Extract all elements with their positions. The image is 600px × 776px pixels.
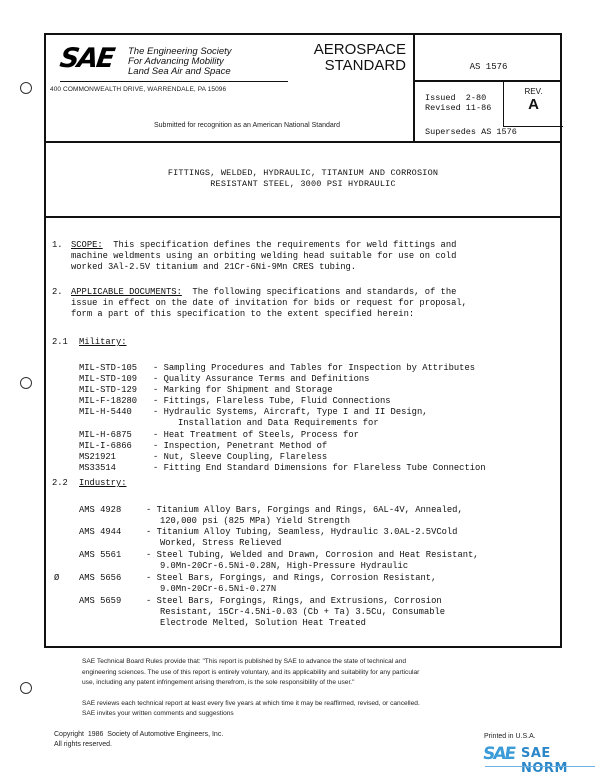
applicable-line-2: issue in effect on the date of invitation for bids or request for proposal, [71, 298, 467, 308]
note-line: engineering sciences. The use of this report is entirely voluntary, and its applicability and suitability for any particular [82, 668, 420, 676]
section-heading: APPLICABLE DOCUMENTS: [71, 287, 182, 297]
applicable-line-1 [71, 287, 456, 299]
spec-desc-cont: 9.0Mn-20Cr-6.5Ni-0.28N, High-Pressure Hydraulic [160, 561, 409, 571]
punch-hole-bottom [20, 682, 32, 694]
punch-hole-middle [20, 377, 32, 389]
rights-line: All rights reserved. [54, 741, 112, 748]
copyright-line: Copyright 1986 Society of Automotive Engineers, Inc. [54, 731, 224, 738]
punch-hole-top [20, 82, 32, 94]
section-heading: Military: [79, 337, 127, 347]
divider [60, 81, 288, 82]
spec-code: MIL-STD-109 [79, 374, 138, 384]
spec-desc-cont: Worked, Stress Relieved [160, 538, 282, 548]
section-number: 2. [52, 287, 63, 297]
sae-norm-watermark [481, 744, 599, 776]
note-line: SAE reviews each technical report at least every five years at which time it may be reaffirmed, revised, or cancelled. [82, 700, 420, 707]
doc-type-line: AEROSPACE [313, 41, 406, 58]
spec-desc: - Steel Bars, Forgings, Rings, and Extrusions, Corrosion [146, 596, 442, 606]
spec-desc: - Steel Bars, Forgings, and Rings, Corrosion Resistant, [146, 573, 437, 583]
spec-desc-cont: 9.0Mn-20Cr-6.5Ni-0.27N [160, 584, 277, 594]
tagline-line: Land Sea Air and Space [128, 66, 231, 77]
revision-mark: Ø [54, 573, 60, 583]
section-number: 1. [52, 240, 63, 250]
board-rules-note [82, 657, 552, 689]
title-line: RESISTANT STEEL, 3000 PSI HYDRAULIC [210, 179, 396, 189]
title-line: FITTINGS, WELDED, HYDRAULIC, TITANIUM AND CORROSION [167, 168, 439, 178]
applicable-text: The following specifications and standards, of the [192, 287, 457, 297]
spec-desc-cont: 120,000 psi (825 MPa) Yield Strength [160, 516, 351, 526]
spec-desc: - Sampling Procedures and Tables for Inspection by Attributes [153, 363, 476, 373]
doc-type-line: STANDARD [324, 57, 406, 74]
spec-code: MIL-STD-129 [79, 385, 138, 395]
spec-code: AMS 4928 [79, 505, 122, 515]
address: 400 COMMONWEALTH DRIVE, WARRENDALE, PA 15096 [50, 86, 227, 93]
section-heading: SCOPE: [71, 240, 103, 250]
spec-code: AMS 5561 [79, 550, 122, 560]
tagline-line: The Engineering Society [128, 46, 232, 57]
spec-desc: - Titanium Alloy Bars, Forgings and Rings, 6AL-4V, Annealed, [146, 505, 463, 515]
spec-desc-cont: Installation and Data Requirements for [178, 418, 379, 428]
sae-logo-mark: SAE [57, 43, 116, 74]
revision-box [503, 80, 563, 127]
spec-code: MIL-H-6875 [79, 430, 132, 440]
supersedes: Supersedes AS 1576 [425, 127, 517, 137]
issue-dates [425, 94, 491, 113]
spec-desc: - Steel Tubing, Welded and Drawn, Corrosion and Heat Resistant, [146, 550, 479, 560]
issued-date: Issued 2-80 [425, 93, 487, 103]
spec-desc: - Heat Treatment of Steels, Process for [153, 430, 359, 440]
spec-code: AMS 4944 [79, 527, 122, 537]
revised-date: Revised 11-86 [425, 102, 492, 113]
doc-id-box [413, 35, 562, 141]
document-title [46, 141, 560, 218]
spec-code: AMS 5656 [79, 573, 122, 583]
doc-type [282, 42, 406, 74]
note-line: use, including any patent infringement arising therefrom, is the sole responsibility of the user." [82, 679, 355, 686]
revision-label: REV. [524, 87, 543, 96]
spec-desc: - Fitting End Standard Dimensions for Flareless Tube Connection [153, 463, 486, 473]
tagline-line: For Advancing Mobility [128, 56, 224, 67]
scope-text: This specification defines the requirements for weld fittings and [113, 240, 457, 250]
spec-code: MS21921 [79, 452, 116, 462]
spec-code: MIL-I-6866 [79, 441, 132, 451]
section-heading: Industry: [79, 478, 127, 488]
scope-line-2: machine weldments using an orbiting welding head suitable for use on cold [71, 251, 457, 261]
spec-desc: - Inspection, Penetrant Method of [153, 441, 328, 451]
watermark-text: SAE NORM [521, 746, 568, 776]
applicable-line-3: form a part of this specification to the extent specified herein: [71, 309, 415, 319]
document-header [46, 35, 560, 143]
doc-number: AS 1576 [469, 62, 508, 72]
spec-code: MIL-F-18280 [79, 396, 138, 406]
spec-desc: - Nut, Sleeve Coupling, Flareless [153, 452, 328, 462]
scope-line-1 [71, 240, 456, 252]
section-number: 2.1 [52, 337, 68, 347]
submitted-note: Submitted for recognition as an American National Standard [154, 122, 340, 129]
copyright [54, 730, 223, 750]
spec-code: MS33514 [79, 463, 116, 473]
review-note [82, 699, 552, 719]
note-line: SAE Technical Board Rules provide that: "This report is published by SAE to advance the state of technical and [82, 658, 407, 665]
spec-desc: - Titanium Alloy Tubing, Seamless, Hydraulic 3.0AL-2.5VCold [146, 527, 458, 537]
spec-code: MIL-STD-105 [79, 363, 138, 373]
sae-logo-icon: SAE [481, 744, 516, 764]
spec-desc: - Hydraulic Systems, Aircraft, Type I and II Design, [153, 407, 428, 417]
printed-in: Printed in U.S.A. [484, 733, 536, 740]
spec-desc-cont: Resistant, 15Cr-4.5Ni-0.03 (Cb + Ta) 3.5Cu, Consumable [160, 607, 446, 617]
spec-code: MIL-H-5440 [79, 407, 132, 417]
spec-desc: - Marking for Shipment and Storage [153, 385, 333, 395]
spec-desc: - Fittings, Flareless Tube, Fluid Connections [153, 396, 391, 406]
sae-tagline [128, 47, 232, 77]
revision-value: A [528, 96, 539, 113]
note-line: SAE invites your written comments and suggestions [82, 710, 234, 717]
scope-line-3: worked 3Al-2.5V titanium and 21Cr-6Ni-9Mn CRES tubing. [71, 262, 357, 272]
section-number: 2.2 [52, 478, 68, 488]
spec-desc-cont: Electrode Melted, Solution Heat Treated [160, 618, 366, 628]
spec-desc: - Quality Assurance Terms and Definitions [153, 374, 370, 384]
spec-code: AMS 5659 [79, 596, 122, 606]
doc-number-cell [415, 35, 562, 82]
document-frame [44, 33, 562, 648]
watermark-rule [485, 766, 595, 767]
